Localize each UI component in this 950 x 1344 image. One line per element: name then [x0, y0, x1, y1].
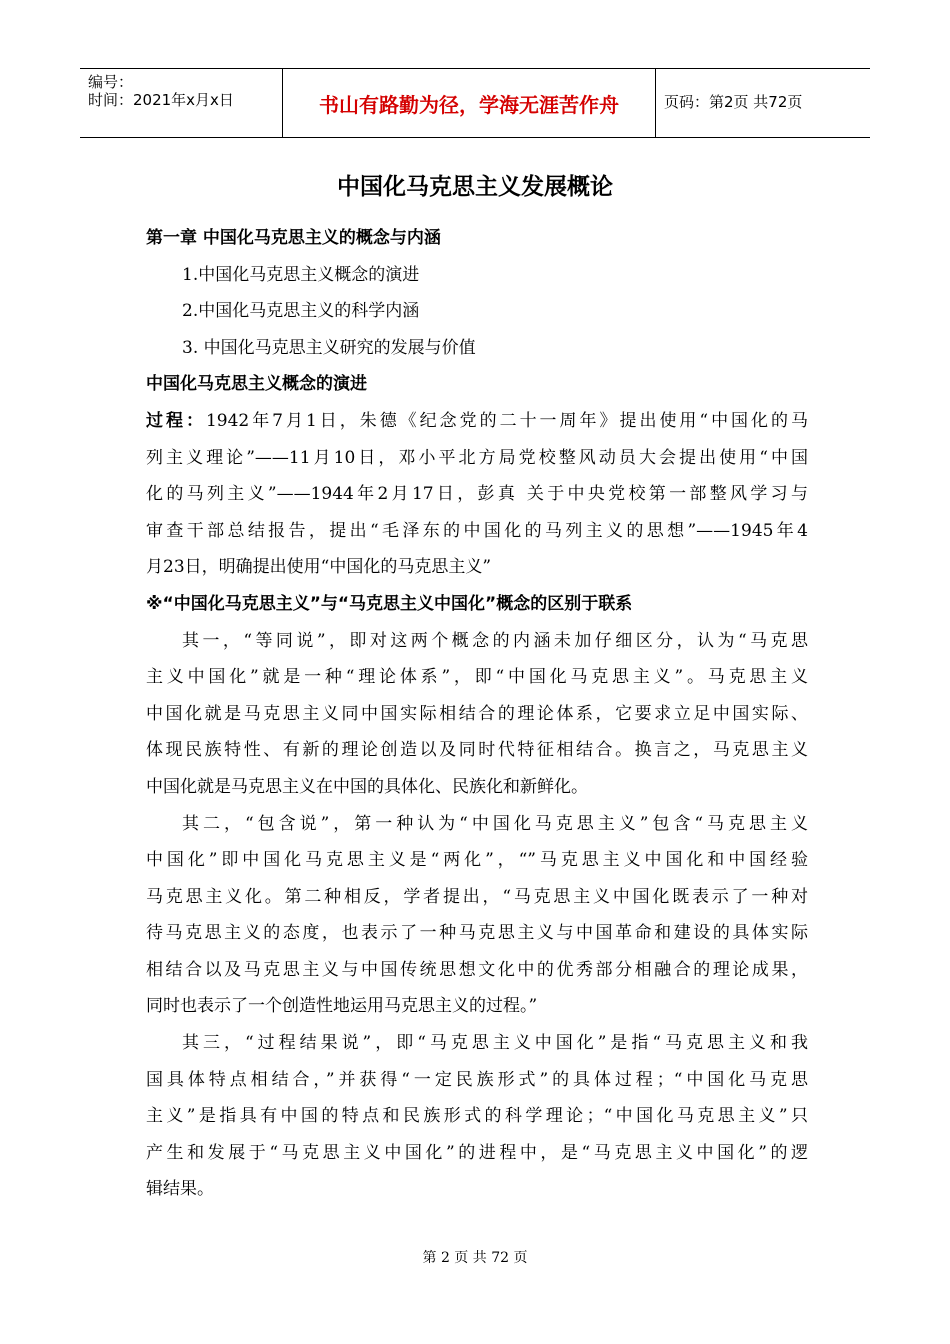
- paragraph-line: 国具体特点相结合，”并获得“一定民族形式”的具体过程；“中国化马克思: [146, 1069, 808, 1090]
- toc-item: 3. 中国化马克思主义研究的发展与价值: [182, 337, 476, 358]
- process-line: 审查干部总结报告，提出“毛泽东的中国化的马列主义的思想”——1945年4: [146, 520, 808, 541]
- process-label: 过程：: [146, 410, 206, 431]
- paragraph-line: 辑结果。: [146, 1179, 214, 1200]
- paragraph-line: 马克思主义化。第二种相反，学者提出，“马克思主义中国化既表示了一种对: [146, 886, 808, 907]
- number-label: 编号：: [88, 73, 134, 91]
- section-heading: 中国化马克思主义概念的演进: [146, 374, 367, 395]
- paragraph-line: 其一，“等同说”，即对这两个概念的内涵未加仔细区分，认为“马克思: [182, 630, 808, 651]
- paragraph-line: 待马克思主义的态度，也表示了一种马克思主义与中国革命和建设的具体实际: [146, 923, 808, 944]
- paragraph-line: 中国化”即中国化马克思主义是“两化”，“”马克思主义中国化和中国经验: [146, 850, 808, 871]
- header-page-info: 页码：第2页 共72页: [664, 93, 803, 111]
- paragraph-line: 主义”是指具有中国的特点和民族形式的科学理论；“中国化马克思主义”只: [146, 1106, 808, 1127]
- document-body: [146, 220, 808, 1208]
- paragraph-line: 中国化就是马克思主义在中国的具体化、民族化和新鲜化。: [146, 776, 588, 797]
- distinction-heading: ※“中国化马克思主义”与“马克思主义中国化”概念的区别于联系: [146, 593, 633, 614]
- paragraph-line: 中国化就是马克思主义同中国实际相结合的理论体系，它要求立足中国实际、: [146, 703, 808, 724]
- chapter-heading: 第一章 中国化马克思主义的概念与内涵: [146, 228, 441, 248]
- paragraph-line: 产生和发展于“马克思主义中国化”的进程中，是“马克思主义中国化”的逻: [146, 1142, 808, 1163]
- paragraph-line: 体现民族特性、有新的理论创造以及同时代特征相结合。换言之，马克思主义: [146, 740, 808, 761]
- paragraph-line: 其三，“过程结果说”，即“马克思主义中国化”是指“马克思主义和我: [182, 1033, 808, 1054]
- process-line: 月23日，明确提出使用“中国化的马克思主义”: [146, 557, 492, 578]
- header-motto: 书山有路勤为径，学海无涯苦作舟: [282, 69, 656, 137]
- process-line: [146, 403, 808, 440]
- page-footer: 第 2 页 共 72 页: [422, 1250, 528, 1266]
- process-line: 列主义理论”——11月10日，邓小平北方局党校整风动员大会提出使用“中国: [146, 447, 808, 468]
- paragraph-line: 主义中国化”就是一种“理论体系”，即“中国化马克思主义”。马克思主义: [146, 667, 808, 688]
- paragraph-line: 相结合以及马克思主义与中国传统思想文化中的优秀部分相融合的理论成果，: [146, 959, 808, 980]
- process-text: 1942年7月1日，朱德《纪念党的二十一周年》提出使用“中国化的马: [205, 410, 809, 431]
- process-line: 化的马列主义”——1944年2月17日，彭真 关于中央党校第一部整风学习与: [146, 484, 808, 505]
- paragraph-line: 其二，“包含说”，第一种认为“中国化马克思主义”包含“马克思主义: [182, 813, 808, 834]
- toc-item: 2.中国化马克思主义的科学内涵: [182, 301, 420, 322]
- header-meta-cell: [80, 69, 280, 137]
- paragraph-line: 同时也表示了一个创造性地运用马克思主义的过程。”: [146, 996, 538, 1017]
- page-header: [80, 68, 870, 138]
- toc-item: 1.中国化马克思主义概念的演进: [182, 264, 420, 285]
- document-title: 中国化马克思主义发展概论: [337, 174, 613, 200]
- time-label: 时间：2021年x月x日: [88, 91, 234, 109]
